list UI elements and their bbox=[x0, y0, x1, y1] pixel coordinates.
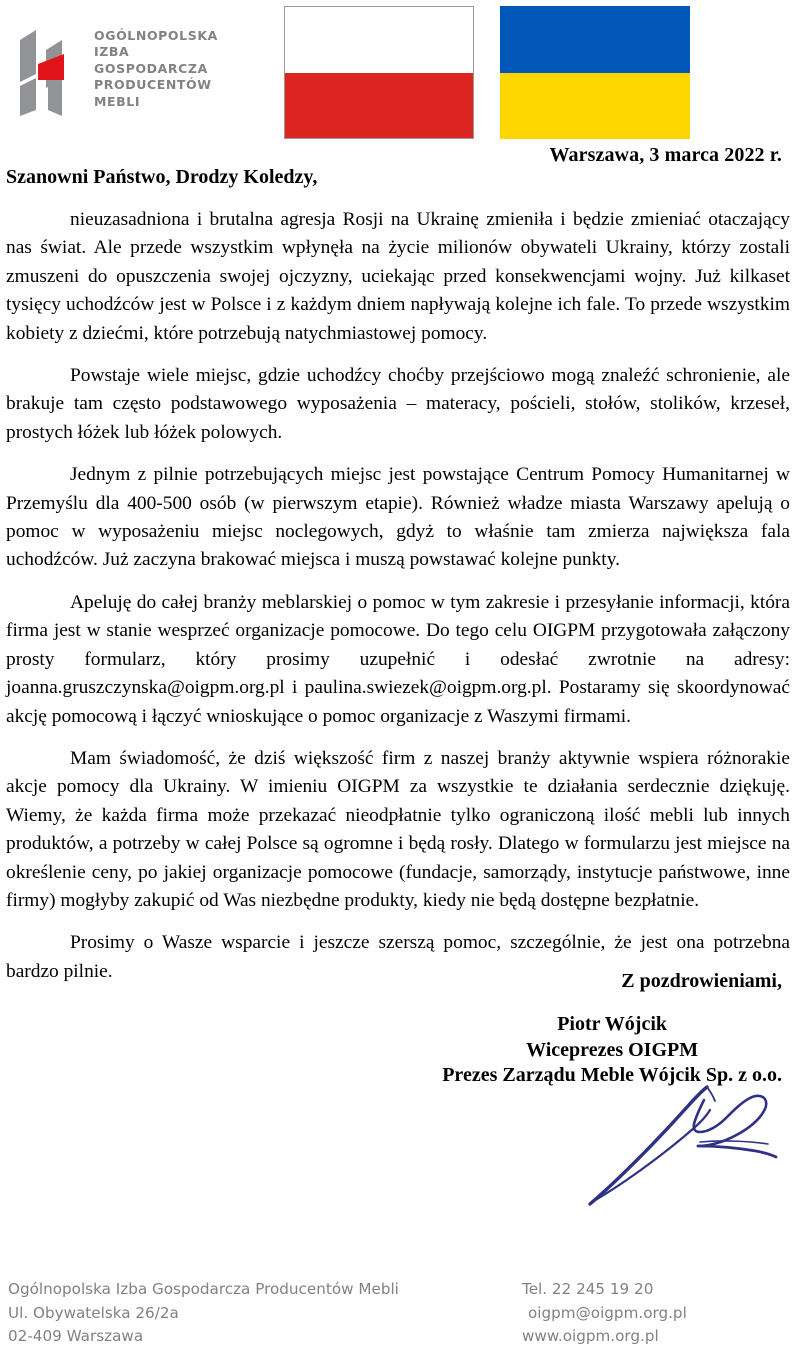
logo-line-1: OGÓLNOPOLSKA bbox=[94, 28, 218, 43]
logo-line-5: MEBLI bbox=[94, 93, 141, 109]
signer-name: Piotr Wójcik bbox=[557, 1013, 668, 1035]
footer-email[interactable]: oigpm@oigpm.org.pl bbox=[528, 1303, 687, 1322]
ukraine-flag-yellow-stripe bbox=[500, 73, 690, 140]
footer-phone: Tel. 22 245 19 20 bbox=[522, 1280, 654, 1298]
oigpm-logo bbox=[18, 24, 218, 116]
footer-city: 02-409 Warszawa bbox=[8, 1327, 144, 1345]
paragraph-3: Jednym z pilnie potrzebujących miejsc jest powstające Centrum Pomocy Humanitarnej w Przemyślu dla 400-500 osób (w pierwszym etapie). Również władze miasta Warszawy apelują o pomoc w wyposażeniu miejsc noclegowych, gdyż to właśnie tam zmierza największa fala uchodźców. Już zaczyna brakować miejsca i muszą powstawać kolejne punkty. bbox=[6, 464, 790, 571]
letterhead-header bbox=[0, 0, 796, 148]
paragraph-6: Prosimy o Wasze wsparcie i jeszcze szerszą pomoc, szczególnie, że jest ona potrzebna bardzo pilnie. bbox=[6, 932, 790, 982]
signature-block bbox=[442, 1012, 782, 1089]
paragraph-2: Powstaje wiele miejsc, gdzie uchodźcy choćby przejściowo mogą znaleźć schronienie, ale brakuje tam często podstawowego wyposażenia – materacy, pościeli, stołów, stolików, krzeseł, prostych łóżek lub łóżek polowych. bbox=[6, 365, 790, 443]
closing-greeting-text: Z pozdrowieniami, bbox=[621, 970, 782, 992]
poland-flag-white-stripe bbox=[285, 7, 473, 73]
paragraph-4: Apeluję do całej branży meblarskiej o pomoc w tym zakresie i przesyłanie informacji, która firma jest w stanie wesprzeć organizacje pomocowe. Do tego celu OIGPM przygotowała załączony prosty formularz, który prosimy uzupełnić i odesłać zwrotnie na adresy: joanna.gruszczynska@oigpm.org.pl i paulina.swiezek@oigpm.org.pl. Postaramy się skoordynować akcję pomocową i łączyć wnioskujące o pomoc organizacje z Waszymi firmami. bbox=[6, 591, 790, 727]
handwritten-signature-icon bbox=[576, 1082, 796, 1212]
oigpm-logo-text bbox=[94, 24, 218, 110]
poland-flag-red-stripe bbox=[285, 73, 473, 139]
paragraph-5: Mam świadomość, że dziś większość firm z naszej branży aktywnie wspiera różnorakie akcje pomocy dla Ukrainy. W imieniu OIGPM za wszystkie te działania serdecznie dziękuję. Wiemy, że każda firma może przekazać nieodpłatnie tylko ograniczoną ilość mebli lub innych produktów, a potrzeby w całej Polsce są ogromne i będą rosły. Dlatego w formularzu jest miejsce na określenie ceny, po jakiej organizacje pomocowe (fundacje, samorządy, instytucje państwowe, inne firmy) mogłyby zakupić od Was niezbędne produkty, kiedy nie będą dostępne bezpłatnie. bbox=[6, 747, 790, 911]
poland-flag-icon bbox=[284, 6, 474, 139]
logo-line-2: IZBA bbox=[94, 44, 130, 60]
date-line: Warszawa, 3 marca 2022 r. bbox=[549, 144, 782, 166]
ukraine-flag-blue-stripe bbox=[500, 6, 690, 73]
logo-line-3: GOSPODARCZA bbox=[94, 60, 208, 76]
ukraine-flag-icon bbox=[500, 6, 690, 139]
salutation: Szanowni Państwo, Drodzy Koledzy, bbox=[6, 166, 318, 188]
footer-street: Ul. Obywatelska 26/2a bbox=[8, 1303, 179, 1322]
paragraph-1: nieuzasadniona i brutalna agresja Rosji na Ukrainę zmieniła i będzie zmieniać otaczający nas świat. Ale przede wszystkim wpłynęła na życie milionów obywateli Ukrainy, którzy zostali zmuszeni do opuszczenia swojej ojczyzny, uciekając przed konsekwencjami wojny. Już kilkaset tysięcy uchodźców jest w Polsce i z każdym dniem napływają kolejne ich fale. To przede wszystkim kobiety z dziećmi, które potrzebują natychmiastowej pomocy. bbox=[6, 209, 790, 344]
footer-contact-column bbox=[522, 1278, 687, 1349]
footer-company-name: Ogólnopolska Izba Gospodarcza Producentów Mebli bbox=[8, 1280, 399, 1298]
footer-website[interactable]: www.oigpm.org.pl bbox=[522, 1327, 659, 1345]
signer-title: Wiceprezes OIGPM bbox=[526, 1038, 699, 1061]
footer-address-column bbox=[8, 1278, 399, 1349]
logo-line-4: PRODUCENTÓW bbox=[94, 77, 212, 93]
signer-company-role: Prezes Zarządu Meble Wójcik Sp. z o.o. bbox=[442, 1064, 782, 1086]
oigpm-chair-logo-icon bbox=[18, 24, 80, 116]
closing-greeting bbox=[621, 968, 782, 994]
letter-body bbox=[6, 206, 790, 986]
